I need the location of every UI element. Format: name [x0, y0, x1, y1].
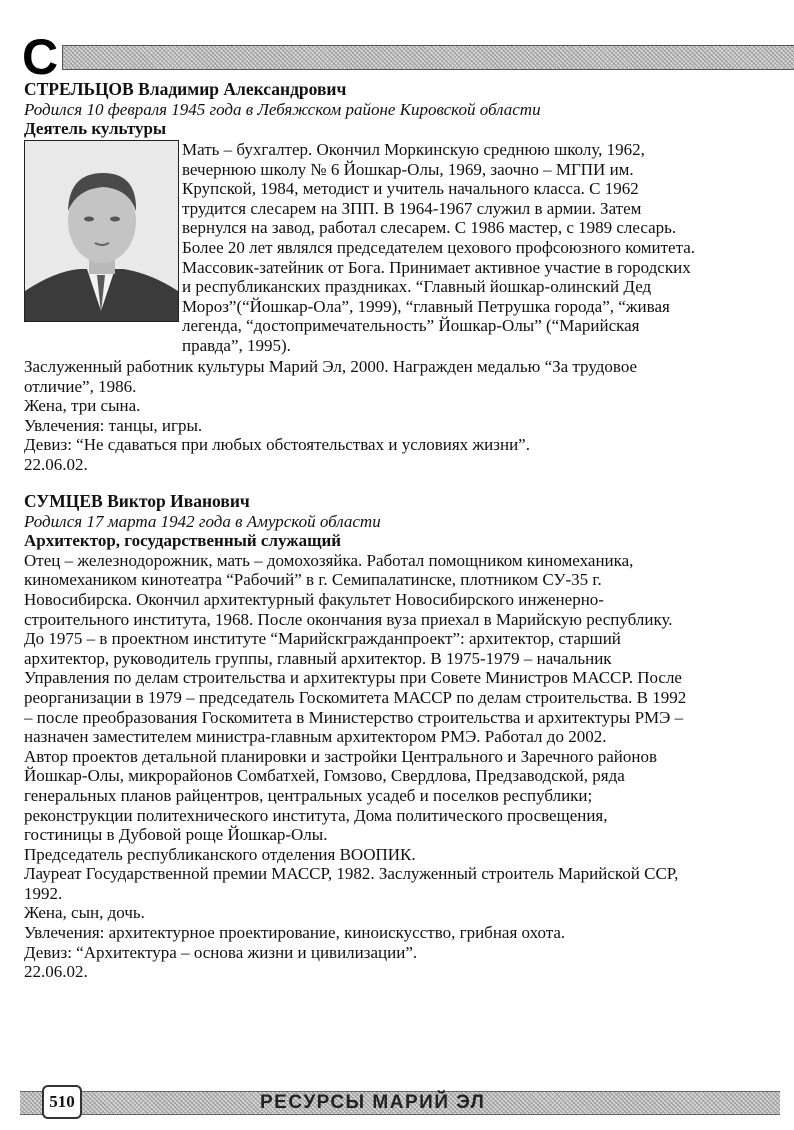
- body-line: реорганизации в 1979 – председатель Госкомитета МАССР по делам строительства. В 1992: [24, 687, 687, 707]
- extra-line: Заслуженный работник культуры Марий Эл, 2000. Награжден медалью “За трудовое: [24, 357, 638, 376]
- extra-line: отличие”, 1986.: [24, 376, 137, 396]
- entry-streltsov: [24, 80, 780, 475]
- section-header-bar: [62, 45, 794, 70]
- footer-title: РЕСУРСЫ МАРИЙ ЭЛ: [260, 1092, 486, 1113]
- body-line: генеральных планов райцентров, центральных усадеб и поселков республики;: [24, 785, 593, 805]
- body-line: архитектор, руководитель группы, главный архитектор. В 1975-1979 – начальник: [24, 648, 612, 668]
- extra-line: Увлечения: танцы, игры.: [24, 415, 203, 435]
- body-line: реконструкции политехнического института, Дома политического просвещения,: [24, 805, 608, 825]
- entry-extra: [24, 357, 764, 475]
- extra-line: Жена, три сына.: [24, 396, 141, 416]
- page-number: 510: [42, 1085, 82, 1119]
- extra-line: 22.06.02.: [24, 454, 88, 474]
- bio-line: правда”, 1995).: [182, 335, 291, 355]
- bio-line: вернулся на завод, работал слесарем. С 1986 мастер, с 1989 слесарь.: [182, 218, 677, 238]
- body-line: Управления по делам строительства и архитектуры при Совете Министров МАССР. После: [24, 668, 682, 688]
- body-line: Автор проектов детальной планировки и застройки Центрального и Заречного районов: [24, 746, 657, 766]
- body-line: Девиз: “Архитектура – основа жизни и цивилизации”.: [24, 942, 418, 962]
- portrait-photo: [24, 140, 179, 322]
- bio-line: Массовик-затейник от Бога. Принимает активное участие в городских: [182, 257, 691, 277]
- body-line: – после преобразования Госкомитета в Министерство строительства и архитектуры РМЭ –: [24, 707, 684, 727]
- body-line: строительного института, 1968. После окончания вуза приехал в Марийскую республику.: [24, 609, 673, 629]
- entry-birth: Родился 17 марта 1942 года в Амурской области: [24, 511, 381, 531]
- body-line: киномехаником кинотеатра “Рабочий” в г. Семипалатинске, плотником СУ-35 г.: [24, 570, 602, 590]
- entry-sumtsev: [24, 492, 780, 982]
- entry-name: СТРЕЛЬЦОВ Владимир Александрович: [24, 79, 347, 99]
- body-line: Лауреат Государственной премии МАССР, 1982. Заслуженный строитель Марийской ССР,: [24, 864, 679, 884]
- bio-line: трудится слесарем на ЗПП. В 1964-1967 служил в армии. Затем: [182, 198, 642, 218]
- bio-line: Более 20 лет являлся председателем цехового профсоюзного комитета.: [182, 237, 696, 257]
- body-line: 1992.: [24, 883, 63, 903]
- bio-line: и республиканских праздниках. “Главный йошкар-олинский Дед: [182, 277, 652, 297]
- section-letter: С: [22, 29, 59, 85]
- portrait-image: [25, 141, 178, 321]
- body-line: гостиницы в Дубовой роще Йошкар-Олы.: [24, 825, 328, 845]
- page-footer: [20, 1083, 780, 1117]
- entry-body: [24, 551, 780, 982]
- entry-role: Архитектор, государственный служащий: [24, 531, 342, 551]
- bio-line: Мороз”(“Йошкар-Ола”, 1999), “главный Петрушка города”, “живая: [182, 296, 670, 316]
- body-line: Жена, сын, дочь.: [24, 903, 145, 923]
- body-line: Отец – железнодорожник, мать – домохозяйка. Работал помощником киномеханика,: [24, 550, 634, 570]
- bio-line: Крупской, 1984, методист и учитель начального класса. С 1962: [182, 179, 639, 199]
- section-header: [22, 29, 794, 85]
- entry-bio-right: [182, 140, 742, 356]
- body-line: Председатель республиканского отделения ВООПИК.: [24, 844, 416, 864]
- extra-line: Девиз: “Не сдаваться при любых обстоятельствах и условиях жизни”.: [24, 435, 530, 455]
- entry-birth: Родился 10 февраля 1945 года в Лебяжском районе Кировской области: [24, 99, 541, 119]
- body-line: Новосибирска. Окончил архитектурный факультет Новосибирского инженерно-: [24, 589, 604, 609]
- body-line: назначен заместителем министра-главным архитектором РМЭ. Работал до 2002.: [24, 727, 607, 747]
- body-line: 22.06.02.: [24, 962, 88, 982]
- bio-line: легенда, “достопримечательность” Йошкар-Олы” (“Марийская: [182, 316, 640, 336]
- body-line: До 1975 – в проектном институте “Марийскгражданпроект”: архитектор, старший: [24, 629, 621, 649]
- entry-name: СУМЦЕВ Виктор Иванович: [24, 491, 250, 511]
- bio-line: Мать – бухгалтер. Окончил Моркинскую среднюю школу, 1962,: [182, 140, 645, 159]
- bio-line: вечернюю школу № 6 Йошкар-Олы, 1969, заочно – МГПИ им.: [182, 159, 634, 179]
- entry-role: Деятель культуры: [24, 119, 167, 139]
- body-line: Йошкар-Олы, микрорайонов Сомбатхей, Гомзово, Свердлова, Предзаводской, ряда: [24, 766, 625, 786]
- body-line: Увлечения: архитектурное проектирование, киноискусство, грибная охота.: [24, 923, 566, 943]
